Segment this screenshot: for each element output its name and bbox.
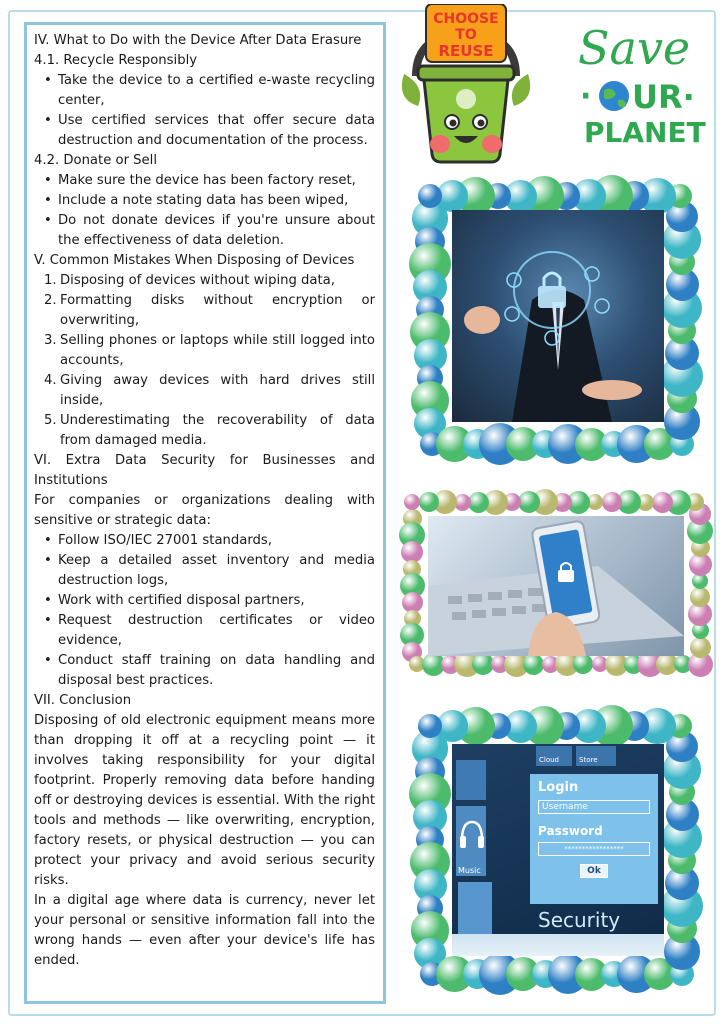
section-4-2-list <box>34 171 375 251</box>
ok-button[interactable]: Ok <box>580 864 608 878</box>
headphones-icon <box>458 814 486 854</box>
list-item: • Request destruction certificates or video evidence, <box>44 611 375 651</box>
lock-icon <box>538 286 566 308</box>
photo-login-security <box>452 744 664 956</box>
username-field[interactable]: Username <box>538 800 650 814</box>
decorative-bubble <box>652 492 673 513</box>
cloud-tile: Cloud <box>536 746 572 766</box>
section-6-title: VI. Extra Data Security for Businesses and Institutions <box>34 453 375 488</box>
password-label: Password <box>538 824 603 838</box>
list-number: 3. <box>44 333 57 348</box>
list-text: Underestimating the recoverability of data from damaged media. <box>60 413 375 448</box>
bin-sign-line3: REUSE <box>438 42 494 60</box>
list-item <box>44 271 375 291</box>
list-item: • Take the device to a certified e-waste recycling center, <box>44 71 375 111</box>
bubble-frame-middle <box>394 484 718 682</box>
list-number: 4. <box>44 373 57 388</box>
section-6-intro: For companies or organizations dealing with sensitive or strategic data: <box>34 493 375 528</box>
section-4-1-title: 4.1. Recycle Responsibly <box>34 53 198 68</box>
list-item: • Do not donate devices if you're unsure about the effectiveness of data deletion. <box>44 211 375 251</box>
decorative-bubble <box>404 494 420 510</box>
section-4-title: IV. What to Do with the Device After Data Erasure <box>34 33 362 48</box>
store-tile: Store <box>576 746 616 766</box>
decorative-bubble <box>602 492 622 512</box>
list-text: Disposing of devices without wiping data, <box>60 273 335 288</box>
recycle-bin-mascot <box>396 4 536 169</box>
lock-icon <box>558 570 574 582</box>
list-text: Selling phones or laptops while still logged into accounts, <box>60 333 375 368</box>
list-item: • Keep a detailed asset inventory and media destruction logs, <box>44 551 375 591</box>
list-item: • Follow ISO/IEC 27001 standards, <box>44 531 375 551</box>
logo-dot-left: · <box>580 79 592 114</box>
password-field[interactable]: ***************** <box>538 842 650 856</box>
section-4-2-title: 4.2. Donate or Sell <box>34 153 157 168</box>
list-text: Giving away devices with hard drives still inside, <box>60 373 375 408</box>
decorative-bubble <box>419 492 439 512</box>
list-number: 1. <box>44 273 57 288</box>
leaf-icon <box>512 74 530 106</box>
list-number: 2. <box>44 293 57 308</box>
logo-planet-text: PLANET <box>584 116 706 149</box>
section-6-list <box>34 531 375 691</box>
photo-cybersecurity-lock <box>452 210 664 422</box>
list-item: • Make sure the device has been factory reset, <box>44 171 375 191</box>
list-item: • Include a note stating data has been wiped, <box>44 191 375 211</box>
section-4-1-list <box>34 71 375 151</box>
bin-sign-line1: CHOOSE <box>433 11 499 27</box>
logo-save-text: Save <box>578 21 691 75</box>
section-7-title: VII. Conclusion <box>34 693 132 708</box>
list-item <box>44 411 375 451</box>
section-5-list <box>34 271 375 451</box>
conclusion-paragraph-1: Disposing of old electronic equipment means more than dropping it off at a recycling point — it involves taking responsibility for your digital footprint. Properly removing data before handing off or destroying devices is essential. With the right tools and methods — like overwriting, encryption, factory resets, or physical destruction — you can protect your privacy and avoid serious security risks. <box>34 713 375 888</box>
security-label: Security <box>538 908 621 932</box>
list-item <box>44 331 375 371</box>
decorative-bubble <box>690 637 711 658</box>
bin-sign-line2: TO <box>455 27 477 43</box>
decorative-bubble <box>418 184 442 208</box>
decorative-bubble <box>418 714 442 738</box>
list-item <box>44 291 375 331</box>
login-panel <box>530 774 658 904</box>
decorative-bubble <box>468 492 489 513</box>
bubble-frame-top <box>394 160 718 480</box>
text-panel <box>24 22 386 1004</box>
list-item: • Conduct staff training on data handling and disposal best practices. <box>44 651 375 691</box>
bubble-frame-bottom <box>394 690 718 1010</box>
list-text: Formatting disks without encryption or overwriting, <box>60 293 375 328</box>
list-item: • Use certified services that offer secure data destruction and documentation of the process. <box>44 111 375 151</box>
login-title: Login <box>538 780 579 795</box>
logo-ur-text: UR· <box>632 78 695 116</box>
leaf-icon <box>402 74 420 106</box>
music-label: Music <box>458 866 481 875</box>
list-item: • Work with certified disposal partners, <box>44 591 375 611</box>
section-5-title: V. Common Mistakes When Disposing of Devices <box>34 253 355 268</box>
photo-phone-lock <box>428 516 684 656</box>
recycle-icon <box>456 89 476 109</box>
list-number: 5. <box>44 413 57 428</box>
save-our-planet-logo <box>570 10 720 150</box>
list-item <box>44 371 375 411</box>
conclusion-paragraph-2: In a digital age where data is currency, never let your personal or sensitive information fall into the wrong hands — even after your device's life has ended. <box>34 893 375 968</box>
decorative-bubble <box>573 654 593 674</box>
decorative-bubble <box>523 654 544 675</box>
